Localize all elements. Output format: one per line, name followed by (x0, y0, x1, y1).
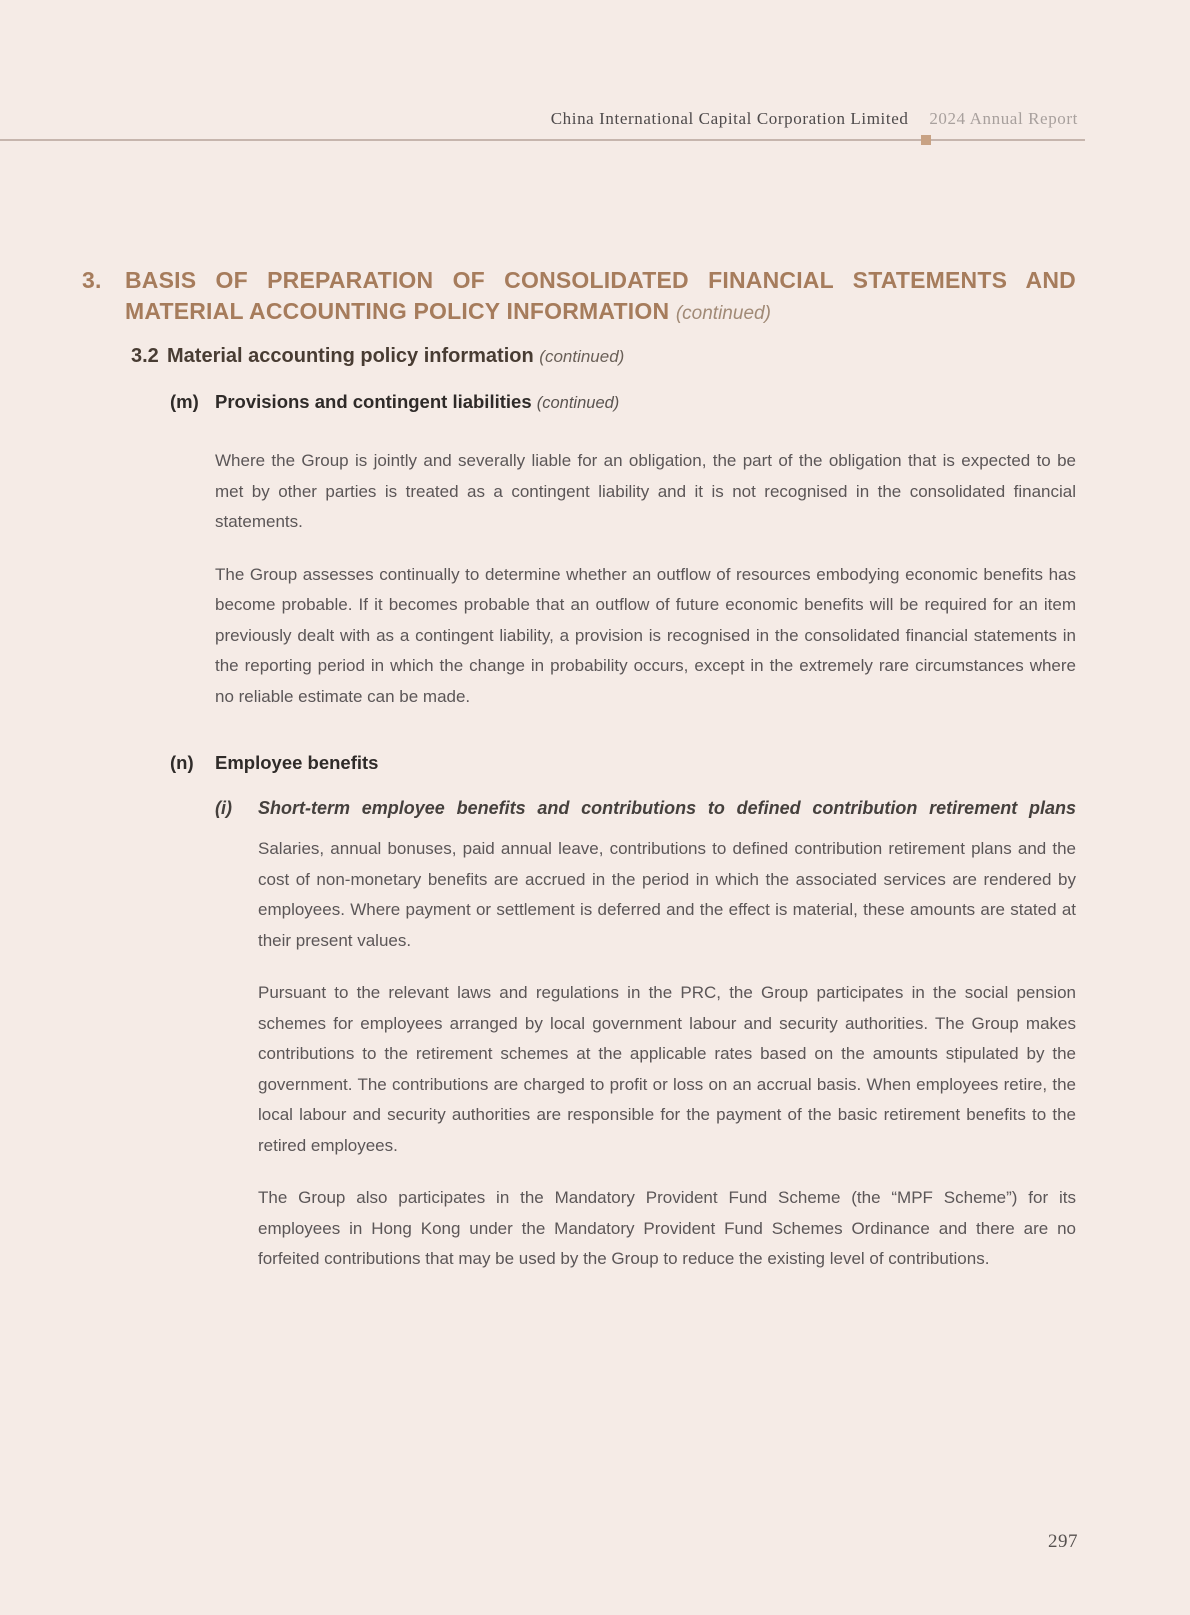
item-n (170, 750, 1190, 1275)
item-m (170, 389, 1190, 712)
page-number: 297 (1048, 1531, 1078, 1552)
item-m-continued-label: (continued) (536, 394, 620, 412)
item-m-paragraph-2: The Group assesses continually to determine whether an outflow of resources embodying economic benefits has become probable. If it becomes probable that an outflow of future economic benefits will be required for an item previously dealt with as a contingent liability, a provision is recognised in the consolidated financial statements in the reporting period in which the change in probability occurs, except in the extremely rare circumstances where no reliable estimate can be made. (215, 564, 1076, 706)
header-divider-marker (921, 135, 931, 145)
sub-item-i-paragraph-2: Pursuant to the relevant laws and regulations in the PRC, the Group participates in the social pension schemes for employees arranged by local government labour and security authorities. The Group makes contributions to the retirement schemes at the applicable rates based on the amounts stipulated by the government. The contributions are charged to profit or loss on an accrual basis. When employees retire, the local labour and security authorities are responsible for the payment of the basic retirement benefits to the retired employees. (258, 983, 1076, 1155)
header-divider (0, 139, 1085, 141)
subsection-heading (131, 342, 1190, 371)
sub-item-i-label: (i) (215, 798, 232, 818)
document-body (0, 265, 1190, 1275)
subsection-title-text: Material accounting policy information (167, 345, 534, 367)
section-heading (82, 265, 1190, 329)
item-m-heading-text: Provisions and contingent liabilities (215, 391, 532, 412)
item-n-label: (n) (170, 752, 194, 773)
section-title-line2 (125, 298, 771, 324)
item-n-body (215, 750, 1076, 1275)
header-report-title: 2024 Annual Report (929, 109, 1078, 128)
item-m-paragraph-1: Where the Group is jointly and severally liable for an obligation, the part of the obligation that is expected to be met by other parties is treated as a contingent liability and it is not recognised in the consolidated financial statements. (215, 451, 1076, 531)
sub-item-i-paragraph-1: Salaries, annual bonuses, paid annual leave, contributions to defined contribution retirement plans and the cost of non-monetary benefits are accrued in the period in which the associated services are rendered by employees. Where payment or settlement is deferred and the effect is material, these amounts are stated at their present values. (258, 839, 1076, 950)
header-text (0, 0, 1190, 129)
sub-item-i (215, 795, 1076, 1275)
section-continued-label: (continued) (675, 303, 771, 324)
sub-item-i-heading: Short-term employee benefits and contributions to defined contribution retirement plans (258, 798, 1076, 818)
subsection-number: 3.2 (131, 345, 159, 367)
sub-item-i-paragraph-3: The Group also participates in the Mandatory Provident Fund Scheme (the “MPF Scheme”) for its employees in Hong Kong under the Mandatory Provident Fund Schemes Ordinance and there are no forfeited contributions that may be used by the Group to reduce the existing level of contributions. (258, 1188, 1076, 1268)
section-title-line1: BASIS OF PREPARATION OF CONSOLIDATED FINANCIAL STATEMENTS AND (125, 267, 1076, 293)
page-header (0, 0, 1190, 141)
section-number: 3. (82, 267, 102, 293)
sub-item-i-body (258, 795, 1076, 1275)
item-m-label: (m) (170, 391, 199, 412)
item-m-body (215, 389, 1076, 712)
subsection-continued-label: (continued) (539, 347, 625, 366)
section-title-line2-text: MATERIAL ACCOUNTING POLICY INFORMATION (125, 298, 670, 324)
item-m-heading (215, 389, 1076, 416)
item-n-heading: Employee benefits (215, 752, 379, 773)
subsection-title (167, 342, 624, 371)
section-title (125, 265, 1076, 329)
header-company-name: China International Capital Corporation Limited (550, 109, 909, 128)
